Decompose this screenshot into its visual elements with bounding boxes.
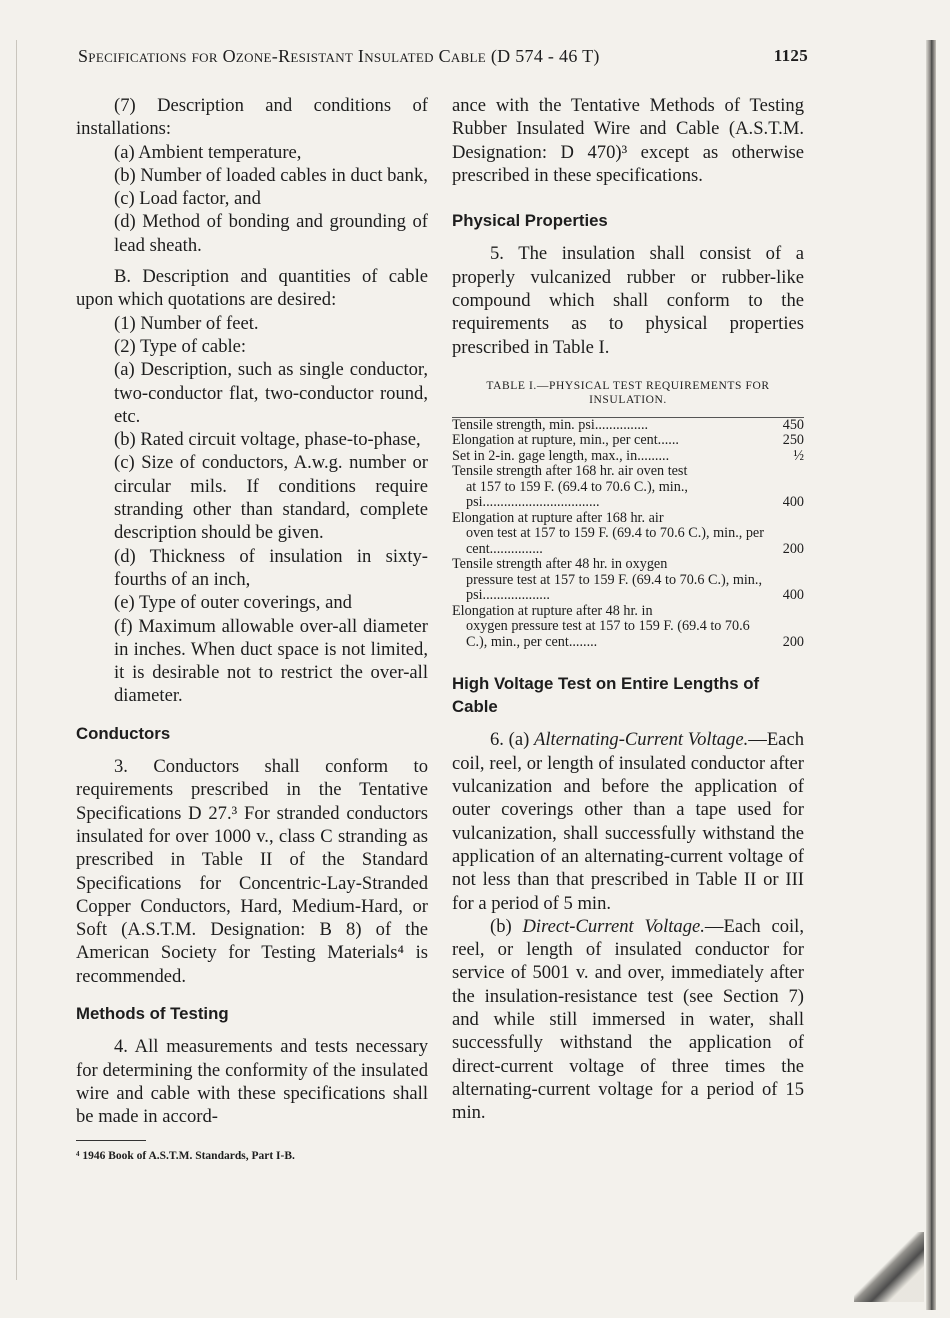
left-column [76,94,428,1169]
requirement-line-1: Tensile strength after 168 hr. air oven test [452,463,688,480]
item-b1: (1) Number of feet. [114,312,259,334]
table-row [452,464,804,511]
table-cell-value: 250 [782,432,804,449]
running-header [78,46,808,67]
right-column [452,94,804,1125]
item-b2b: (b) Rated circuit voltage, phase-to-phase, [114,429,421,451]
section-6a-body: —Each coil, reel, or length of insulated conductor after vulcanization and before the application of outer coverings other than a tape used for vulcanization, shall successfully withstand the application of an alternating-current voltage of not less than that prescribed in Table II or III for a period of 5 min. [452,729,804,914]
section-6a-title: Alternating-Current Voltage. [534,729,749,751]
table-cell-value: 200 [782,633,804,650]
table-cell-requirement [452,464,764,511]
requirement-line-2: pressure test at 157 to 159 F. (69.4 to 70.6 C.), min., psi................... [466,571,762,604]
item-b2a: (a) Description, such as single conductor, two-conductor flat, two-conductor round, etc. [114,359,428,427]
page-curl [854,1232,924,1302]
item-7c: (c) Load factor, and [114,188,261,210]
page-edge-left [16,40,17,1280]
item-b2c: (c) Size of conductors, A.w.g. number or circular mils. If conditions require stranding other than standard, complete description should be given. [114,452,428,544]
item-b2: (2) Type of cable: [114,335,247,357]
section-6b-title: Direct-Current Voltage. [522,915,705,937]
section-heading-physical: Physical Properties [452,211,608,231]
table-cell-requirement [452,557,764,604]
item-b: B. Description and quantities of cable upon which quotations are desired: [76,266,428,311]
table-caption: TABLE I.—PHYSICAL TEST REQUIREMENTS FOR INSULATION. [486,379,770,406]
section-4-continued: ance with the Tentative Methods of Testing Rubber Insulated Wire and Cable (A.S.T.M. Designation: D 470)³ except as otherwise prescribed in these specifications. [452,95,804,186]
section-heading-high-voltage: High Voltage Test on Entire Lengths of Cable [452,674,760,717]
physical-test-table [452,418,804,651]
table-cell-requirement [452,511,764,558]
table-cell-requirement [452,433,764,449]
requirement-line-2: oven test at 157 to 159 F. (69.4 to 70.6 C.), min., per cent............... [466,525,764,557]
section-6b-label: (b) [490,915,523,937]
requirement-line-2: at 157 to 159 F. (69.4 to 70.6 C.), min., psi................................. [466,478,688,511]
table-cell-value: 400 [782,494,804,511]
requirement-line-2: oxygen pressure test at 157 to 159 F. (69.4 to 70.6 C.), min., per cent........ [466,618,750,650]
requirement-line-1: Set in 2-in. gage length, max., in......... [452,447,670,464]
requirement-line-1: Tensile strength, min. psi............... [452,416,649,433]
table-cell-value: 400 [782,587,804,604]
table-row [452,511,804,558]
item-7: (7) Description and conditions of installations: [76,95,428,140]
item-b2f: (f) Maximum allowable over-all diameter in inches. When duct space is not limited, it is desirable not to restrict the over-all diameter. [114,615,428,707]
footnote: ⁴ 1946 Book of A.S.T.M. Standards, Part I-B. [76,1150,295,1163]
table-row [452,557,804,604]
item-7d: (d) Method of bonding and grounding of lead sheath. [114,211,428,256]
requirement-line-1: Elongation at rupture after 48 hr. in [452,602,653,619]
requirement-line-1: Elongation at rupture, min., per cent...... [452,432,679,449]
page-number: 1125 [773,46,808,65]
section-6b-body: —Each coil, reel, or length of insulated conductor for service of 5001 v. and over, immediately after the insulation-resistance test (see Section 7) and while still immersed in water, shall successfully withstand the application of direct-current voltage of three times the alternating-current voltage for a period of 15 min. [452,915,804,1124]
table-cell-requirement [452,418,764,434]
table-cell-requirement [452,449,764,465]
table-row [452,449,804,465]
item-b2e: (e) Type of outer coverings, and [114,592,352,614]
section-heading-methods: Methods of Testing [76,1003,229,1023]
table-row [452,418,804,434]
table-cell-requirement [452,604,764,651]
item-7b: (b) Number of loaded cables in duct bank, [114,164,428,186]
requirement-line-1: Elongation at rupture after 168 hr. air [452,509,664,526]
table-row [452,433,804,449]
section-3-text: 3. Conductors shall conform to requirements prescribed in the Tentative Specifications D 27.³ For stranded conductors insulated for over 1000 v., class C stranding as prescribed in Table II of the Standard Specifications for Concentric-Lay-Stranded Copper Conductors, Hard, Medium-Hard, or Soft (A.S.T.M. Designation: B 8) of the American Society for Testing Materials⁴ is recommended. [76,756,428,987]
section-heading-conductors: Conductors [76,723,171,743]
section-6b-text [452,915,804,1125]
table-cell-value: 450 [782,416,804,433]
section-6a-text [452,728,804,914]
section-5-text: 5. The insulation shall consist of a properly vulcanized rubber or rubber-like compound which shall conform to the requirements as to physical properties prescribed in Table I. [452,243,804,358]
section-4-text: 4. All measurements and tests necessary for determining the conformity of the insulated wire and cable with these specifications shall be made in accord- [76,1036,428,1128]
table-cell-value: ½ [793,447,804,464]
book-spine-shadow [926,40,936,1310]
section-6a-label: 6. (a) [490,729,535,751]
item-b2d: (d) Thickness of insulation in sixty-fourths of an inch, [114,545,428,590]
table-cell-value: 200 [782,540,804,557]
table-row [452,604,804,651]
item-7a: (a) Ambient temperature, [114,141,302,163]
footnote-rule [76,1140,146,1141]
header-title: Specifications for Ozone-Resistant Insulated Cable (D 574 - 46 T) [78,46,600,66]
requirement-line-1: Tensile strength after 48 hr. in oxygen [452,556,668,573]
